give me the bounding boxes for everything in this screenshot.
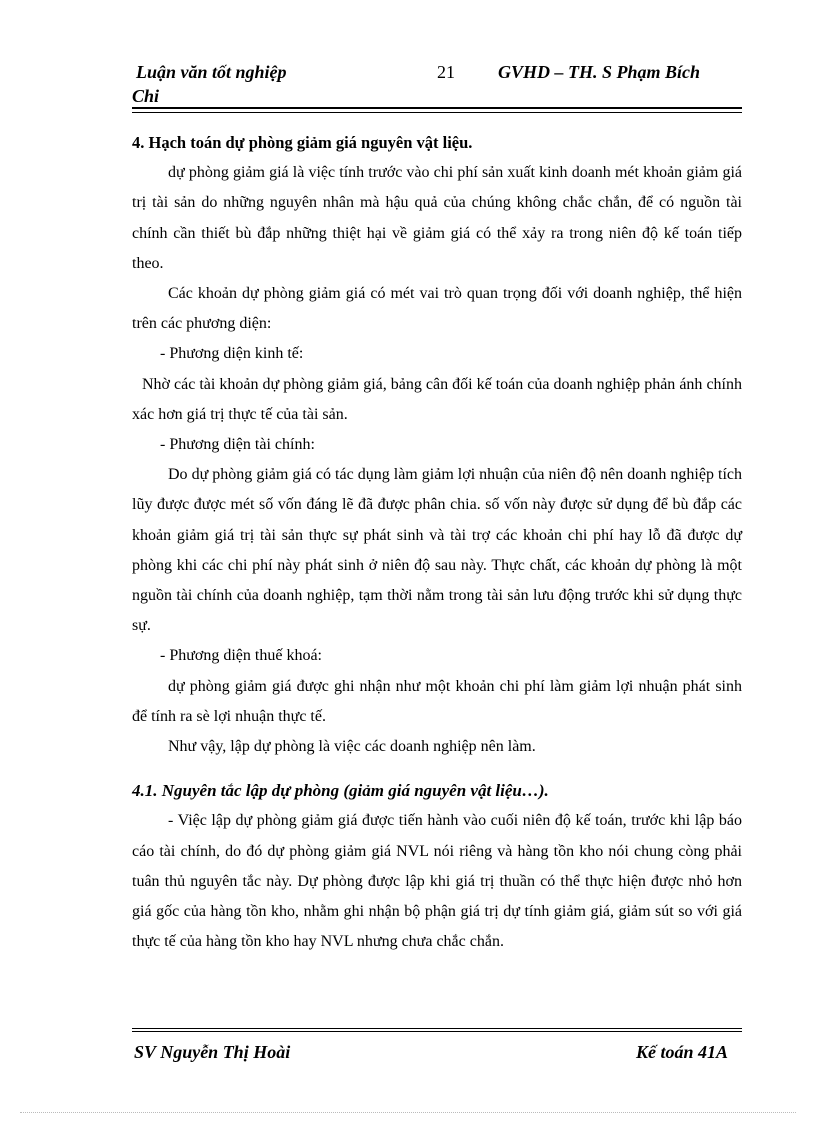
header-right: GVHD – TH. S Phạm Bích [498, 62, 701, 82]
header-rule-thick [132, 107, 742, 109]
paragraph-finance: Do dự phòng giảm giá có tác dụng làm giảm lợi nhuận của niên độ nên doanh nghiệp tích lũy được được mét số vốn đáng lẽ đã được phân chia. số vốn này được sử dụng để bù đắp các khoản giảm giá trị tài sản thực sự phát sinh và tài trợ các khoản chi phí hay lỗ đã được dự phòng khi các chi phí này phát sinh ở niên độ sau này. Thực chất, các khoản dự phòng là một nguồn tài chính của doanh nghiệp, tạm thời nằm trong tài sản lưu động trước khi sử dụng thực sự. [132, 466, 742, 635]
footer-rule-2 [132, 1031, 742, 1032]
header-left-line2: Chi [132, 86, 160, 106]
page-number: 21 [437, 62, 455, 82]
paragraph-definition: dự phòng giảm giá là việc tính trước vào chi phí sản xuất kinh doanh mét khoản giảm giá trị tài sản do những nguyên nhân mà hậu quả của chúng không chắc chắn, để có nguồn tài chính cần thiết bù đắp những thiệt hại về giảm giá có thể xảy ra trong niên độ kế toán tiếp theo. [132, 164, 742, 272]
paragraph-principle: - Việc lập dự phòng giảm giá được tiến hành vào cuối niên độ kế toán, trước khi lập báo cáo tài chính, do đó dự phòng giảm giá NVL nói riêng và hàng tồn kho nói chung còng phải tuân thủ nguyên tắc này. Dự phòng được lập khi giá trị thuần có thể thực hiện được nhỏ hơn giá gốc của hàng tồn kho, nhằm ghi nhận bộ phận giá trị dự tính giảm giá, giảm sút so với giá thực tế của hàng tồn kho hay NVL nhưng chưa chắc chắn. [132, 812, 742, 951]
header-rule-thin [132, 112, 742, 113]
page-content [132, 128, 742, 957]
footer-rule-1 [132, 1028, 742, 1029]
paragraph-economic: Nhờ các tài khoản dự phòng giảm giá, bảng cân đối kế toán của doanh nghiệp phản ánh chính xác hơn giá trị thực tế của tài sản. [132, 375, 742, 423]
footer-class: Kế toán 41A [636, 1042, 729, 1062]
list-item-finance: - Phương diện tài chính: [160, 436, 315, 454]
page-bottom-border [20, 1112, 796, 1113]
paragraph-tax: dự phòng giảm giá được ghi nhận như một khoản chi phí làm giảm lợi nhuận phát sinh để tính ra sè lợi nhuận thực tế. [132, 677, 742, 725]
paragraph-conclusion: Như vậy, lập dự phòng là việc các doanh nghiệp nên làm. [168, 738, 536, 756]
section-heading-4-1: 4.1. Nguyên tắc lập dự phòng (giảm giá nguyên vật liệu…). [132, 781, 549, 801]
paragraph-roles: Các khoản dự phòng giảm giá có mét vai trò quan trọng đối với doanh nghiệp, thể hiện trên các phương diện: [132, 285, 742, 333]
section-heading-4: 4. Hạch toán dự phòng giảm giá nguyên vật liệu. [132, 133, 473, 152]
header-left-line1: Luận văn tốt nghiệp [136, 62, 287, 82]
list-item-economic: - Phương diện kinh tế: [160, 345, 304, 363]
footer-student: SV Nguyễn Thị Hoài [134, 1042, 291, 1062]
list-item-tax: - Phương diện thuế khoá: [160, 647, 322, 665]
